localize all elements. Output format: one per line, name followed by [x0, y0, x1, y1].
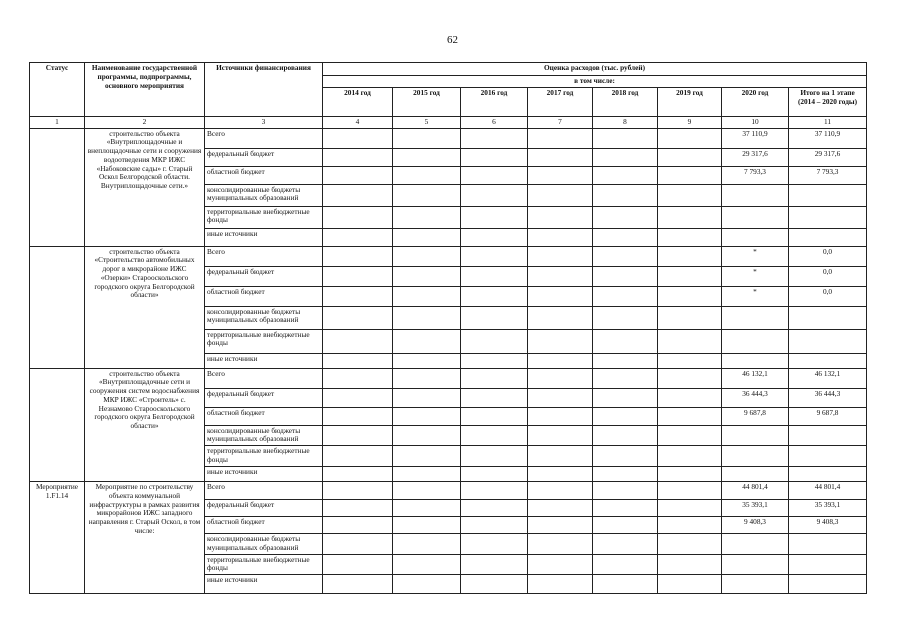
- total-amount-cell: [789, 467, 867, 482]
- total-amount-cell: [789, 575, 867, 594]
- program-name-cell: Мероприятие по строительству объекта коммунальной инфраструктуры в рамках развития микрорайонов ИЖС западного направления г. Старый Оскол, в том числе:: [85, 482, 205, 594]
- year-amount-cell: [393, 554, 461, 575]
- total-amount-cell: 44 801,4: [789, 482, 867, 500]
- funding-source-cell: Всего: [205, 246, 323, 266]
- amount-2020-cell: 7 793,3: [722, 166, 789, 184]
- year-amount-cell: [658, 554, 722, 575]
- funding-source-cell: федеральный бюджет: [205, 500, 323, 517]
- funding-source-cell: областной бюджет: [205, 517, 323, 534]
- year-amount-cell: [658, 446, 722, 467]
- year-amount-cell: [658, 482, 722, 500]
- year-amount-cell: [528, 353, 593, 368]
- year-amount-cell: [528, 517, 593, 534]
- year-amount-cell: [393, 353, 461, 368]
- total-amount-cell: [789, 184, 867, 206]
- year-amount-cell: [461, 446, 528, 467]
- amount-2020-cell: 9 408,3: [722, 517, 789, 534]
- year-amount-cell: [323, 388, 393, 407]
- year-amount-cell: [393, 575, 461, 594]
- funding-source-cell: Всего: [205, 128, 323, 148]
- year-amount-cell: [658, 425, 722, 446]
- year-amount-cell: [528, 388, 593, 407]
- year-amount-cell: [593, 306, 658, 329]
- year-amount-cell: [593, 286, 658, 306]
- program-name-cell: строительство объекта «Внутриплощадочные сети и сооружения систем водоснабжения МКР ИЖС «Строитель» с. Незнамово Старооскольского городского округа Белгородской области»: [85, 368, 205, 482]
- year-amount-cell: [323, 482, 393, 500]
- amount-2020-cell: [722, 228, 789, 246]
- amount-2020-cell: [722, 554, 789, 575]
- year-amount-cell: [528, 482, 593, 500]
- total-amount-cell: [789, 446, 867, 467]
- year-amount-cell: [323, 128, 393, 148]
- funding-source-cell: территориальные внебюджетные фонды: [205, 446, 323, 467]
- year-amount-cell: [393, 329, 461, 353]
- year-amount-cell: [461, 554, 528, 575]
- year-amount-cell: [593, 425, 658, 446]
- total-amount-cell: [789, 228, 867, 246]
- year-amount-cell: [528, 534, 593, 555]
- total-amount-cell: 36 444,3: [789, 388, 867, 407]
- year-amount-cell: [528, 368, 593, 388]
- funding-source-cell: областной бюджет: [205, 166, 323, 184]
- year-amount-cell: [461, 368, 528, 388]
- column-number: 11: [789, 116, 867, 128]
- year-amount-cell: [461, 534, 528, 555]
- page-number: 62: [447, 34, 458, 46]
- year-amount-cell: [593, 353, 658, 368]
- year-amount-cell: [393, 228, 461, 246]
- funding-source-cell: федеральный бюджет: [205, 266, 323, 286]
- year-amount-cell: [323, 407, 393, 425]
- year-amount-cell: [461, 184, 528, 206]
- year-amount-cell: [323, 148, 393, 166]
- year-amount-cell: [461, 407, 528, 425]
- header-including: в том числе:: [323, 76, 867, 88]
- year-amount-cell: [593, 246, 658, 266]
- amount-2020-cell: *: [722, 286, 789, 306]
- funding-source-cell: федеральный бюджет: [205, 388, 323, 407]
- total-amount-cell: [789, 206, 867, 228]
- year-amount-cell: [658, 329, 722, 353]
- total-amount-cell: 0,0: [789, 266, 867, 286]
- funding-source-cell: консолидированные бюджеты муниципальных образований: [205, 534, 323, 555]
- year-amount-cell: [323, 554, 393, 575]
- amount-2020-cell: 44 801,4: [722, 482, 789, 500]
- status-cell: Мероприятие 1.F1.14: [30, 482, 85, 594]
- year-amount-cell: [593, 329, 658, 353]
- year-amount-cell: [658, 467, 722, 482]
- year-amount-cell: [323, 246, 393, 266]
- year-amount-cell: [323, 425, 393, 446]
- year-amount-cell: [658, 500, 722, 517]
- year-amount-cell: [323, 329, 393, 353]
- year-amount-cell: [323, 575, 393, 594]
- year-amount-cell: [461, 206, 528, 228]
- year-amount-cell: [461, 517, 528, 534]
- column-number: 10: [722, 116, 789, 128]
- year-amount-cell: [323, 166, 393, 184]
- year-amount-cell: [658, 368, 722, 388]
- year-amount-cell: [393, 148, 461, 166]
- total-amount-cell: [789, 306, 867, 329]
- year-amount-cell: [593, 534, 658, 555]
- year-amount-cell: [593, 148, 658, 166]
- funding-source-cell: иные источники: [205, 228, 323, 246]
- total-amount-cell: [789, 425, 867, 446]
- amount-2020-cell: [722, 446, 789, 467]
- year-amount-cell: [593, 184, 658, 206]
- amount-2020-cell: [722, 575, 789, 594]
- year-amount-cell: [528, 246, 593, 266]
- amount-2020-cell: 37 110,9: [722, 128, 789, 148]
- year-amount-cell: [593, 446, 658, 467]
- year-amount-cell: [323, 446, 393, 467]
- amount-2020-cell: [722, 329, 789, 353]
- funding-source-cell: федеральный бюджет: [205, 148, 323, 166]
- amount-2020-cell: [722, 206, 789, 228]
- status-cell: [30, 128, 85, 246]
- year-amount-cell: [393, 286, 461, 306]
- header-estimate: Оценка расходов (тыс. рублей): [323, 63, 867, 76]
- year-amount-cell: [593, 407, 658, 425]
- column-number: 9: [658, 116, 722, 128]
- amount-2020-cell: [722, 184, 789, 206]
- year-amount-cell: [393, 166, 461, 184]
- year-amount-cell: [461, 425, 528, 446]
- year-amount-cell: [528, 128, 593, 148]
- year-amount-cell: [461, 575, 528, 594]
- amount-2020-cell: *: [722, 266, 789, 286]
- funding-source-cell: Всего: [205, 482, 323, 500]
- year-amount-cell: [658, 166, 722, 184]
- total-amount-cell: 9 687,8: [789, 407, 867, 425]
- year-amount-cell: [461, 246, 528, 266]
- total-amount-cell: 0,0: [789, 286, 867, 306]
- year-amount-cell: [528, 467, 593, 482]
- year-amount-cell: [658, 517, 722, 534]
- funding-source-cell: областной бюджет: [205, 407, 323, 425]
- header-year: 2014 год: [323, 87, 393, 116]
- year-amount-cell: [393, 500, 461, 517]
- column-number: 1: [30, 116, 85, 128]
- total-amount-cell: 7 793,3: [789, 166, 867, 184]
- year-amount-cell: [528, 306, 593, 329]
- year-amount-cell: [593, 554, 658, 575]
- year-amount-cell: [461, 353, 528, 368]
- year-amount-cell: [323, 368, 393, 388]
- year-amount-cell: [593, 228, 658, 246]
- year-amount-cell: [528, 407, 593, 425]
- amount-2020-cell: [722, 353, 789, 368]
- funding-source-cell: территориальные внебюджетные фонды: [205, 554, 323, 575]
- year-amount-cell: [593, 128, 658, 148]
- program-name-cell: строительство объекта «Строительство автомобильных дорог в микрорайоне ИЖС «Озерки» Старооскольского городского округа Белгородской области»: [85, 246, 205, 368]
- year-amount-cell: [528, 286, 593, 306]
- year-amount-cell: [528, 266, 593, 286]
- header-year: 2017 год: [528, 87, 593, 116]
- amount-2020-cell: [722, 467, 789, 482]
- year-amount-cell: [393, 388, 461, 407]
- amount-2020-cell: 35 393,1: [722, 500, 789, 517]
- year-amount-cell: [393, 266, 461, 286]
- header-year: 2019 год: [658, 87, 722, 116]
- funding-source-cell: иные источники: [205, 353, 323, 368]
- year-amount-cell: [593, 467, 658, 482]
- year-amount-cell: [461, 482, 528, 500]
- year-amount-cell: [323, 228, 393, 246]
- header-status: Статус: [30, 63, 85, 117]
- year-amount-cell: [323, 517, 393, 534]
- amount-2020-cell: [722, 306, 789, 329]
- column-number: 4: [323, 116, 393, 128]
- year-amount-cell: [461, 306, 528, 329]
- total-amount-cell: 9 408,3: [789, 517, 867, 534]
- status-cell: [30, 368, 85, 482]
- table-row: [30, 482, 867, 500]
- year-amount-cell: [658, 148, 722, 166]
- column-number: 8: [593, 116, 658, 128]
- total-amount-cell: 0,0: [789, 246, 867, 266]
- year-amount-cell: [658, 246, 722, 266]
- column-number: 2: [85, 116, 205, 128]
- year-amount-cell: [461, 266, 528, 286]
- year-amount-cell: [393, 128, 461, 148]
- year-amount-cell: [528, 500, 593, 517]
- year-amount-cell: [393, 446, 461, 467]
- total-amount-cell: [789, 329, 867, 353]
- year-amount-cell: [528, 184, 593, 206]
- amount-2020-cell: 9 687,8: [722, 407, 789, 425]
- amount-2020-cell: [722, 425, 789, 446]
- year-amount-cell: [393, 368, 461, 388]
- table-row: [30, 128, 867, 148]
- header-year: 2016 год: [461, 87, 528, 116]
- budget-table: [29, 62, 867, 594]
- year-amount-cell: [658, 575, 722, 594]
- year-amount-cell: [393, 206, 461, 228]
- total-amount-cell: [789, 353, 867, 368]
- header-name: Наименование государственной программы, подпрограммы, основного мероприятия: [85, 63, 205, 117]
- year-amount-cell: [393, 482, 461, 500]
- year-amount-cell: [593, 575, 658, 594]
- year-amount-cell: [528, 148, 593, 166]
- funding-source-cell: территориальные внебюджетные фонды: [205, 206, 323, 228]
- total-amount-cell: [789, 534, 867, 555]
- year-amount-cell: [323, 534, 393, 555]
- year-amount-cell: [528, 425, 593, 446]
- year-amount-cell: [323, 206, 393, 228]
- funding-source-cell: консолидированные бюджеты муниципальных образований: [205, 306, 323, 329]
- year-amount-cell: [658, 407, 722, 425]
- year-amount-cell: [461, 148, 528, 166]
- year-amount-cell: [658, 128, 722, 148]
- year-amount-cell: [323, 286, 393, 306]
- year-amount-cell: [393, 517, 461, 534]
- year-amount-cell: [658, 534, 722, 555]
- funding-source-cell: иные источники: [205, 575, 323, 594]
- year-amount-cell: [393, 467, 461, 482]
- year-amount-cell: [393, 246, 461, 266]
- header-sources: Источники финансирования: [205, 63, 323, 117]
- year-amount-cell: [461, 286, 528, 306]
- funding-source-cell: иные источники: [205, 467, 323, 482]
- year-amount-cell: [528, 228, 593, 246]
- column-number: 7: [528, 116, 593, 128]
- year-amount-cell: [393, 425, 461, 446]
- year-amount-cell: [593, 266, 658, 286]
- year-amount-cell: [528, 554, 593, 575]
- table-row: [30, 246, 867, 266]
- year-amount-cell: [593, 166, 658, 184]
- column-number: 6: [461, 116, 528, 128]
- year-amount-cell: [528, 166, 593, 184]
- year-amount-cell: [593, 368, 658, 388]
- year-amount-cell: [393, 306, 461, 329]
- year-amount-cell: [323, 184, 393, 206]
- funding-source-cell: консолидированные бюджеты муниципальных образований: [205, 425, 323, 446]
- year-amount-cell: [593, 388, 658, 407]
- year-amount-cell: [461, 166, 528, 184]
- year-amount-cell: [323, 266, 393, 286]
- year-amount-cell: [461, 128, 528, 148]
- year-amount-cell: [323, 467, 393, 482]
- year-amount-cell: [461, 467, 528, 482]
- amount-2020-cell: 29 317,6: [722, 148, 789, 166]
- year-amount-cell: [658, 388, 722, 407]
- year-amount-cell: [393, 534, 461, 555]
- year-amount-cell: [461, 500, 528, 517]
- year-amount-cell: [593, 206, 658, 228]
- total-amount-cell: 37 110,9: [789, 128, 867, 148]
- funding-source-cell: консолидированные бюджеты муниципальных образований: [205, 184, 323, 206]
- total-amount-cell: 46 132,1: [789, 368, 867, 388]
- header-year: 2018 год: [593, 87, 658, 116]
- year-amount-cell: [658, 353, 722, 368]
- year-amount-cell: [528, 575, 593, 594]
- year-amount-cell: [393, 184, 461, 206]
- year-amount-cell: [658, 206, 722, 228]
- header-year: 2015 год: [393, 87, 461, 116]
- total-amount-cell: [789, 554, 867, 575]
- year-amount-cell: [528, 446, 593, 467]
- amount-2020-cell: 36 444,3: [722, 388, 789, 407]
- year-amount-cell: [528, 329, 593, 353]
- year-amount-cell: [323, 306, 393, 329]
- year-amount-cell: [323, 500, 393, 517]
- amount-2020-cell: 46 132,1: [722, 368, 789, 388]
- funding-source-cell: областной бюджет: [205, 286, 323, 306]
- total-amount-cell: 29 317,6: [789, 148, 867, 166]
- year-amount-cell: [658, 228, 722, 246]
- program-name-cell: строительство объекта «Внутриплощадочные и внеплощадочные сети и сооружения водоотведения МКР ИЖС «Набоковские сады» г. Старый Оскол Белгородской области. Внутриплощадочные сети.»: [85, 128, 205, 246]
- total-amount-cell: 35 393,1: [789, 500, 867, 517]
- year-amount-cell: [593, 517, 658, 534]
- year-amount-cell: [461, 329, 528, 353]
- year-amount-cell: [393, 407, 461, 425]
- year-amount-cell: [461, 228, 528, 246]
- column-number: 5: [393, 116, 461, 128]
- year-amount-cell: [658, 184, 722, 206]
- amount-2020-cell: [722, 534, 789, 555]
- funding-source-cell: территориальные внебюджетные фонды: [205, 329, 323, 353]
- year-amount-cell: [323, 353, 393, 368]
- status-cell: [30, 246, 85, 368]
- amount-2020-cell: *: [722, 246, 789, 266]
- header-total: Итого на 1 этапе (2014 – 2020 годы): [789, 87, 867, 116]
- year-amount-cell: [593, 482, 658, 500]
- year-amount-cell: [658, 266, 722, 286]
- year-amount-cell: [528, 206, 593, 228]
- year-amount-cell: [658, 306, 722, 329]
- year-amount-cell: [593, 500, 658, 517]
- year-amount-cell: [658, 286, 722, 306]
- header-year: 2020 год: [722, 87, 789, 116]
- funding-source-cell: Всего: [205, 368, 323, 388]
- column-number: 3: [205, 116, 323, 128]
- year-amount-cell: [461, 388, 528, 407]
- table-row: [30, 368, 867, 388]
